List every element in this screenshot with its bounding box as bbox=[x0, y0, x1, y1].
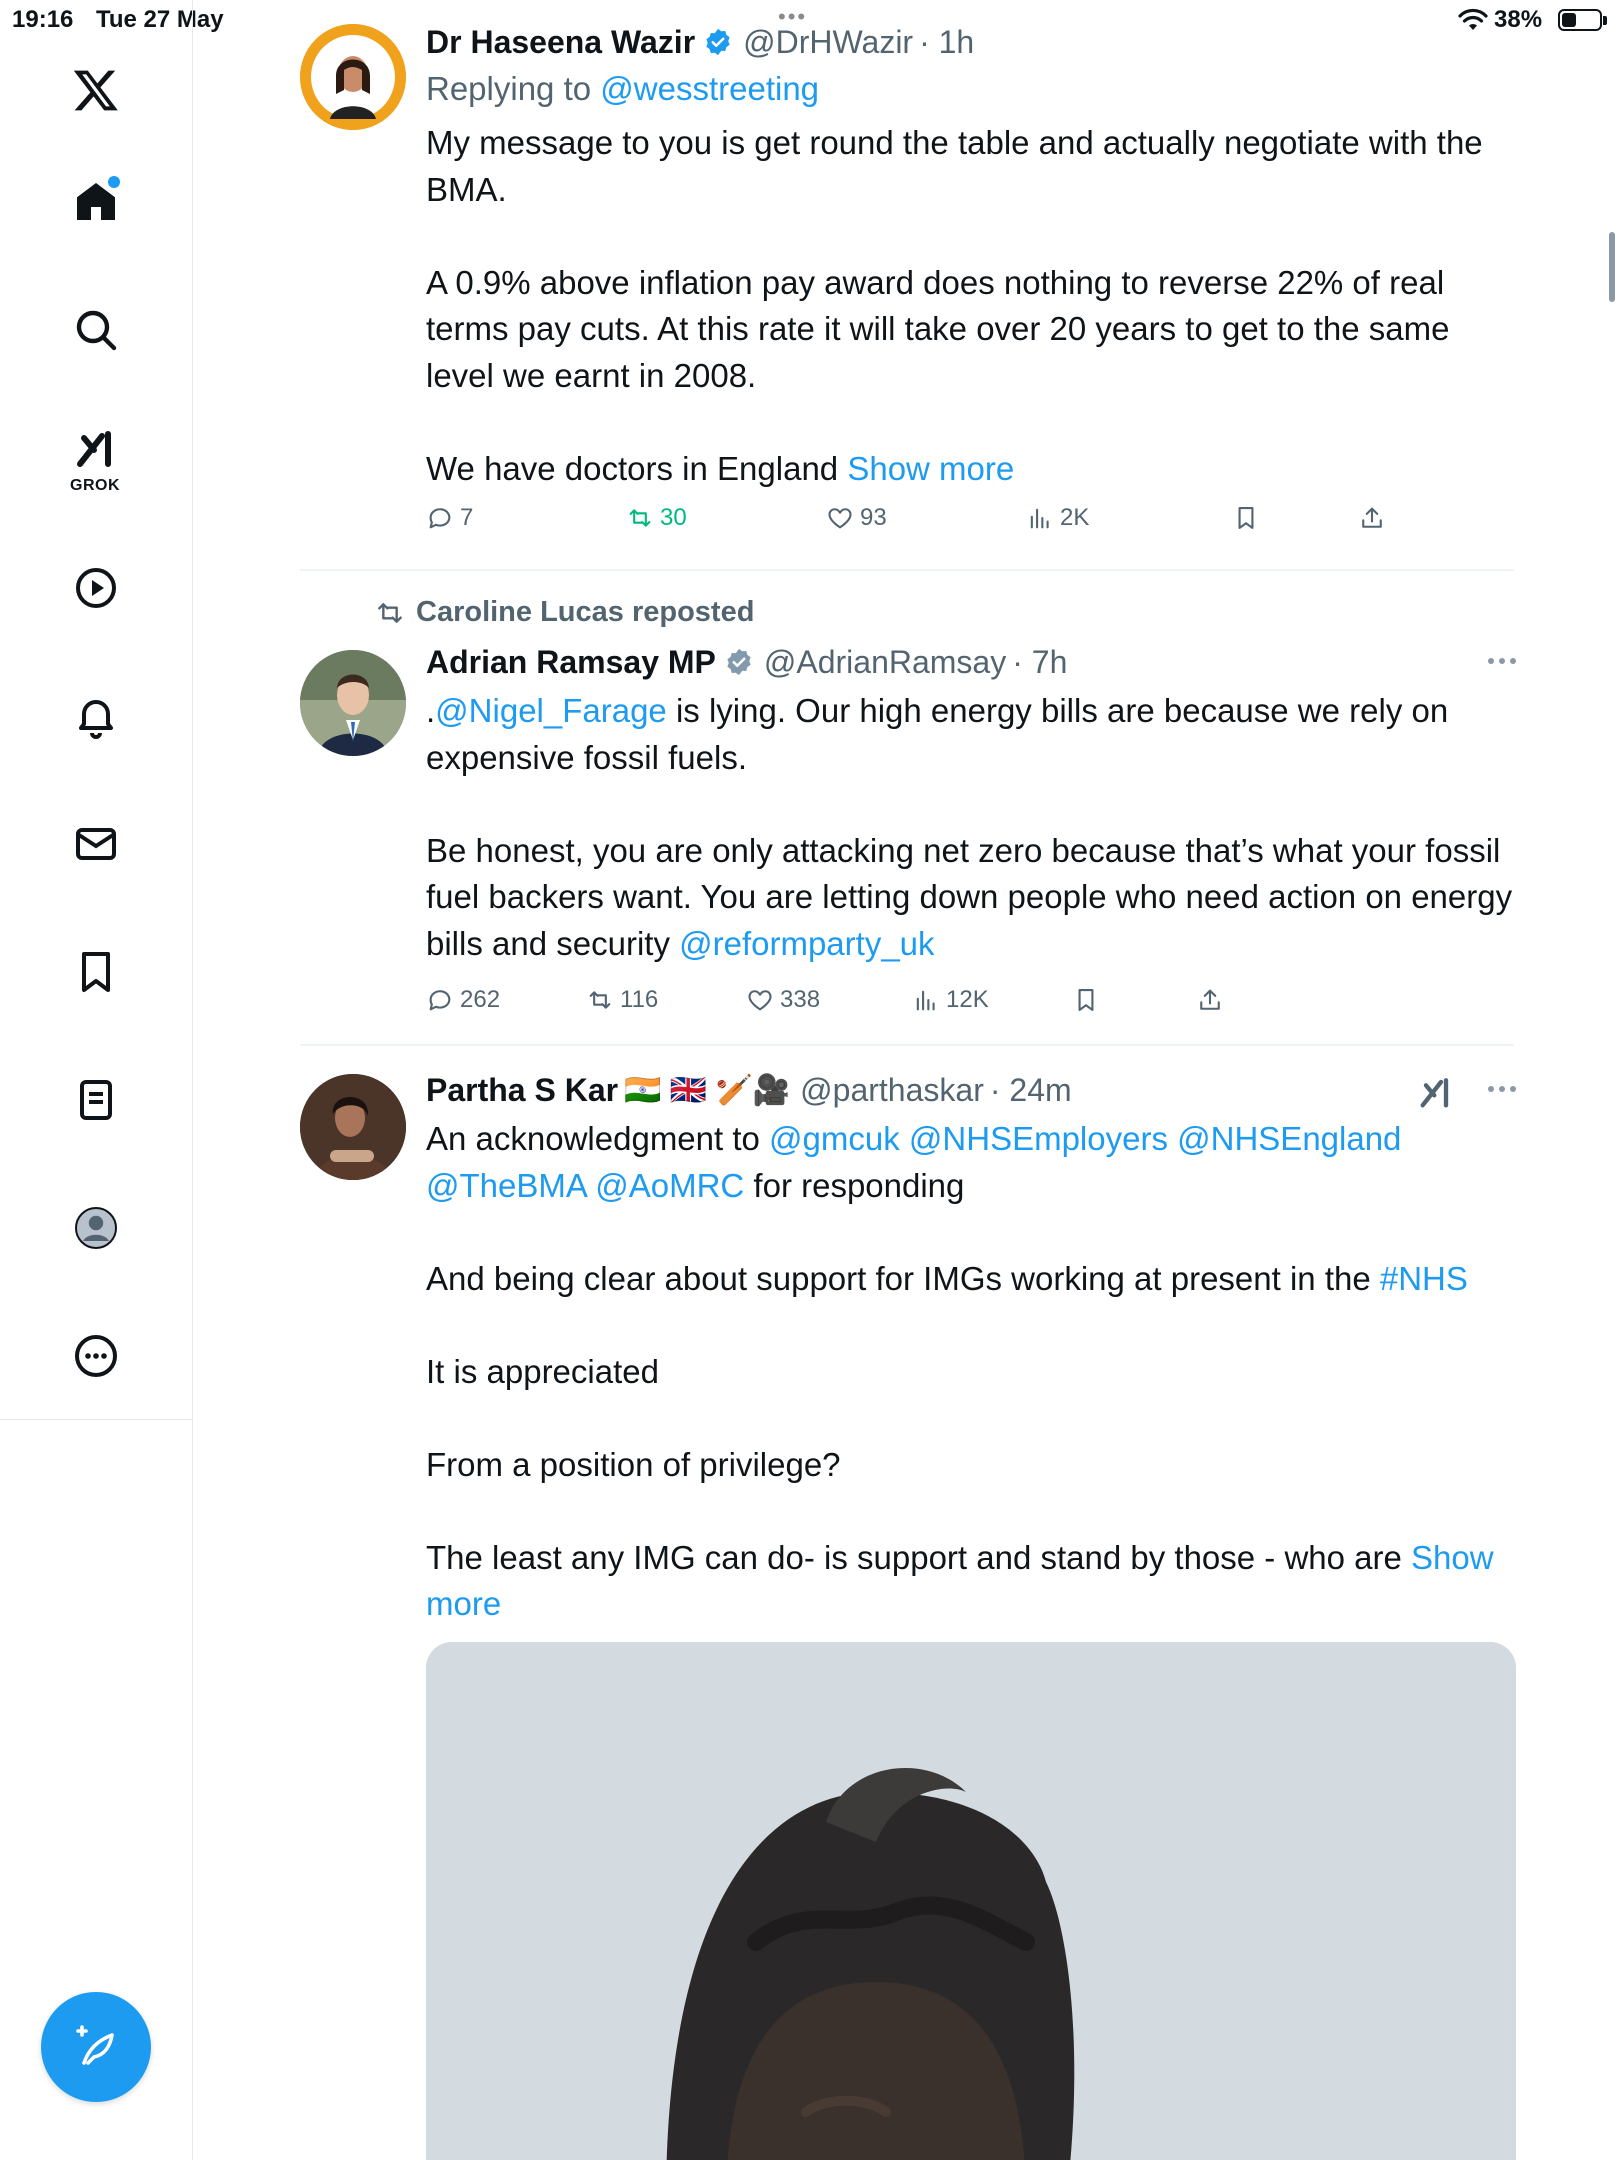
tweet[interactable] bbox=[300, 596, 1514, 1036]
like-button[interactable] bbox=[826, 504, 887, 532]
battery-fill bbox=[1562, 13, 1576, 27]
tweet-text-body: is lying. Our high energy bills are because we rely on expensive fossil fuels. Be honest, you are only attacking net zero because that’s what your fossil fuel backers want. You are letting down people who need action on energy bills and security bbox=[426, 692, 1513, 962]
bell-icon[interactable] bbox=[66, 686, 126, 746]
author-name[interactable]: Adrian Ramsay MP bbox=[426, 643, 716, 680]
tweet-text bbox=[426, 120, 1516, 492]
tweet-text-body: My message to you is get round the table and actually negotiate with the BMA. A 0.9% above inflation pay award does nothing to reverse 22% of real terms pay cuts. At this rate it will take over 20 years to get to the same level we earnt in 2008. We have doctors in England bbox=[426, 124, 1483, 487]
bookmark-button[interactable] bbox=[1232, 504, 1266, 532]
views-button[interactable] bbox=[912, 986, 989, 1014]
tweet-actions bbox=[426, 498, 1516, 538]
avatar[interactable] bbox=[300, 1074, 406, 1180]
status-date: Tue 27 May bbox=[96, 6, 224, 33]
compose-post-button[interactable] bbox=[41, 1992, 151, 2102]
share-icon bbox=[1358, 504, 1386, 532]
grok-icon[interactable] bbox=[66, 418, 126, 478]
bookmark-button[interactable] bbox=[1072, 986, 1106, 1014]
repost-count: 116 bbox=[620, 986, 659, 1013]
heart-icon bbox=[826, 504, 854, 532]
more-options-icon[interactable] bbox=[1488, 1086, 1516, 1092]
compose-feather-icon bbox=[72, 2023, 120, 2071]
show-more-link[interactable]: Show more bbox=[847, 449, 1015, 487]
tweet-media-image[interactable] bbox=[426, 1642, 1516, 2160]
reply-button[interactable] bbox=[426, 986, 500, 1014]
mention-link[interactable]: @Nigel_Farage bbox=[435, 692, 667, 729]
repost-icon bbox=[374, 597, 406, 629]
repost-icon bbox=[626, 504, 654, 532]
post-time[interactable]: · 1h bbox=[919, 23, 975, 60]
x-logo-icon[interactable] bbox=[66, 60, 126, 120]
multitasking-dots-icon[interactable]: ••• bbox=[778, 4, 808, 29]
reply-icon bbox=[426, 504, 454, 532]
author-handle[interactable]: @parthaskar bbox=[800, 1071, 984, 1108]
repost-icon bbox=[586, 986, 614, 1014]
bookmark-icon bbox=[1232, 504, 1260, 532]
views-chart-icon bbox=[1026, 504, 1054, 532]
lists-icon[interactable] bbox=[66, 1070, 126, 1130]
profile-avatar-icon[interactable] bbox=[66, 1198, 126, 1258]
video-play-icon[interactable] bbox=[66, 558, 126, 618]
share-button[interactable] bbox=[1358, 504, 1392, 532]
more-options-icon[interactable] bbox=[66, 1326, 126, 1386]
tweet-text-body: for responding And being clear about support for IMGs working at present in the bbox=[426, 1166, 1371, 1297]
post-time[interactable]: · 24m bbox=[989, 1071, 1072, 1108]
like-count: 338 bbox=[780, 986, 821, 1013]
share-icon bbox=[1196, 986, 1224, 1014]
battery-percent: 38% bbox=[1494, 6, 1543, 33]
tweet-text-prefix: . bbox=[426, 692, 436, 729]
tweet[interactable] bbox=[300, 1068, 1514, 2160]
hashtag-link[interactable]: #NHS bbox=[1379, 1259, 1468, 1297]
replying-to bbox=[426, 64, 1516, 114]
reply-button[interactable] bbox=[426, 504, 473, 532]
search-icon[interactable] bbox=[66, 300, 126, 360]
tweet[interactable] bbox=[300, 20, 1514, 560]
author-name[interactable]: Dr Haseena Wazir bbox=[426, 23, 696, 60]
mention-links[interactable]: @gmcuk @NHSEmployers @NHSEngland @TheBMA @AoMRC bbox=[426, 1120, 1411, 1204]
home-icon[interactable] bbox=[66, 172, 126, 232]
memoji-image bbox=[426, 1642, 1516, 2160]
bookmark-icon bbox=[1072, 986, 1100, 1014]
repost-count: 30 bbox=[660, 504, 687, 531]
tweet-divider bbox=[300, 1044, 1514, 1046]
like-button[interactable] bbox=[746, 986, 820, 1014]
status-time: 19:16 bbox=[12, 6, 74, 33]
share-button[interactable] bbox=[1196, 986, 1230, 1014]
reply-icon bbox=[426, 986, 454, 1014]
sidebar bbox=[0, 0, 193, 2160]
tweet-text bbox=[426, 688, 1516, 967]
avatar[interactable] bbox=[300, 24, 406, 130]
tweet-text-prefix: An acknowledgment to bbox=[426, 1120, 770, 1157]
author-name[interactable]: Partha S Kar bbox=[426, 1071, 619, 1108]
more-options-icon[interactable] bbox=[1488, 658, 1516, 664]
sidebar-divider bbox=[0, 1419, 193, 1420]
like-count: 93 bbox=[860, 504, 887, 531]
replying-to-link[interactable]: @wesstreeting bbox=[600, 70, 820, 107]
replying-prefix: Replying to bbox=[426, 70, 601, 107]
repost-button[interactable] bbox=[586, 986, 658, 1014]
reply-count: 7 bbox=[460, 504, 474, 531]
verified-badge-icon bbox=[703, 27, 733, 57]
grok-icon[interactable] bbox=[1416, 1072, 1456, 1117]
author-name-emoji: 🇮🇳 🇬🇧 🏏🎥 bbox=[624, 1073, 791, 1107]
heart-icon bbox=[746, 986, 774, 1014]
verified-badge-icon bbox=[724, 647, 754, 677]
tweet-divider bbox=[300, 569, 1514, 571]
notification-dot bbox=[108, 176, 120, 188]
battery-icon bbox=[1558, 9, 1602, 31]
views-button[interactable] bbox=[1026, 504, 1089, 532]
tweet-text-body-2: It is appreciated From a position of privilege? The least any IMG can do- is support and stand by those - who are bbox=[426, 1352, 1402, 1576]
bookmark-icon[interactable] bbox=[66, 942, 126, 1002]
show-more-link[interactable]: Show more bbox=[426, 1538, 1503, 1622]
author-handle[interactable]: @AdrianRamsay bbox=[763, 643, 1007, 680]
view-count: 2K bbox=[1060, 504, 1090, 531]
mention-link[interactable]: @reformparty_uk bbox=[679, 924, 935, 962]
tweet-actions bbox=[426, 980, 1516, 1020]
reposted-by[interactable]: Caroline Lucas reposted bbox=[416, 596, 755, 628]
repost-context[interactable] bbox=[374, 596, 754, 629]
scrollbar[interactable] bbox=[1609, 232, 1615, 302]
grok-label: GROK bbox=[70, 477, 120, 494]
author-handle[interactable]: @DrHWazir bbox=[743, 23, 914, 60]
view-count: 12K bbox=[946, 986, 989, 1013]
views-chart-icon bbox=[912, 986, 940, 1014]
post-time[interactable]: · 7h bbox=[1012, 643, 1068, 680]
avatar[interactable] bbox=[300, 650, 406, 756]
envelope-icon[interactable] bbox=[66, 814, 126, 874]
repost-button[interactable] bbox=[626, 504, 687, 532]
reply-count: 262 bbox=[460, 986, 501, 1013]
tweet-text bbox=[426, 1116, 1516, 1628]
